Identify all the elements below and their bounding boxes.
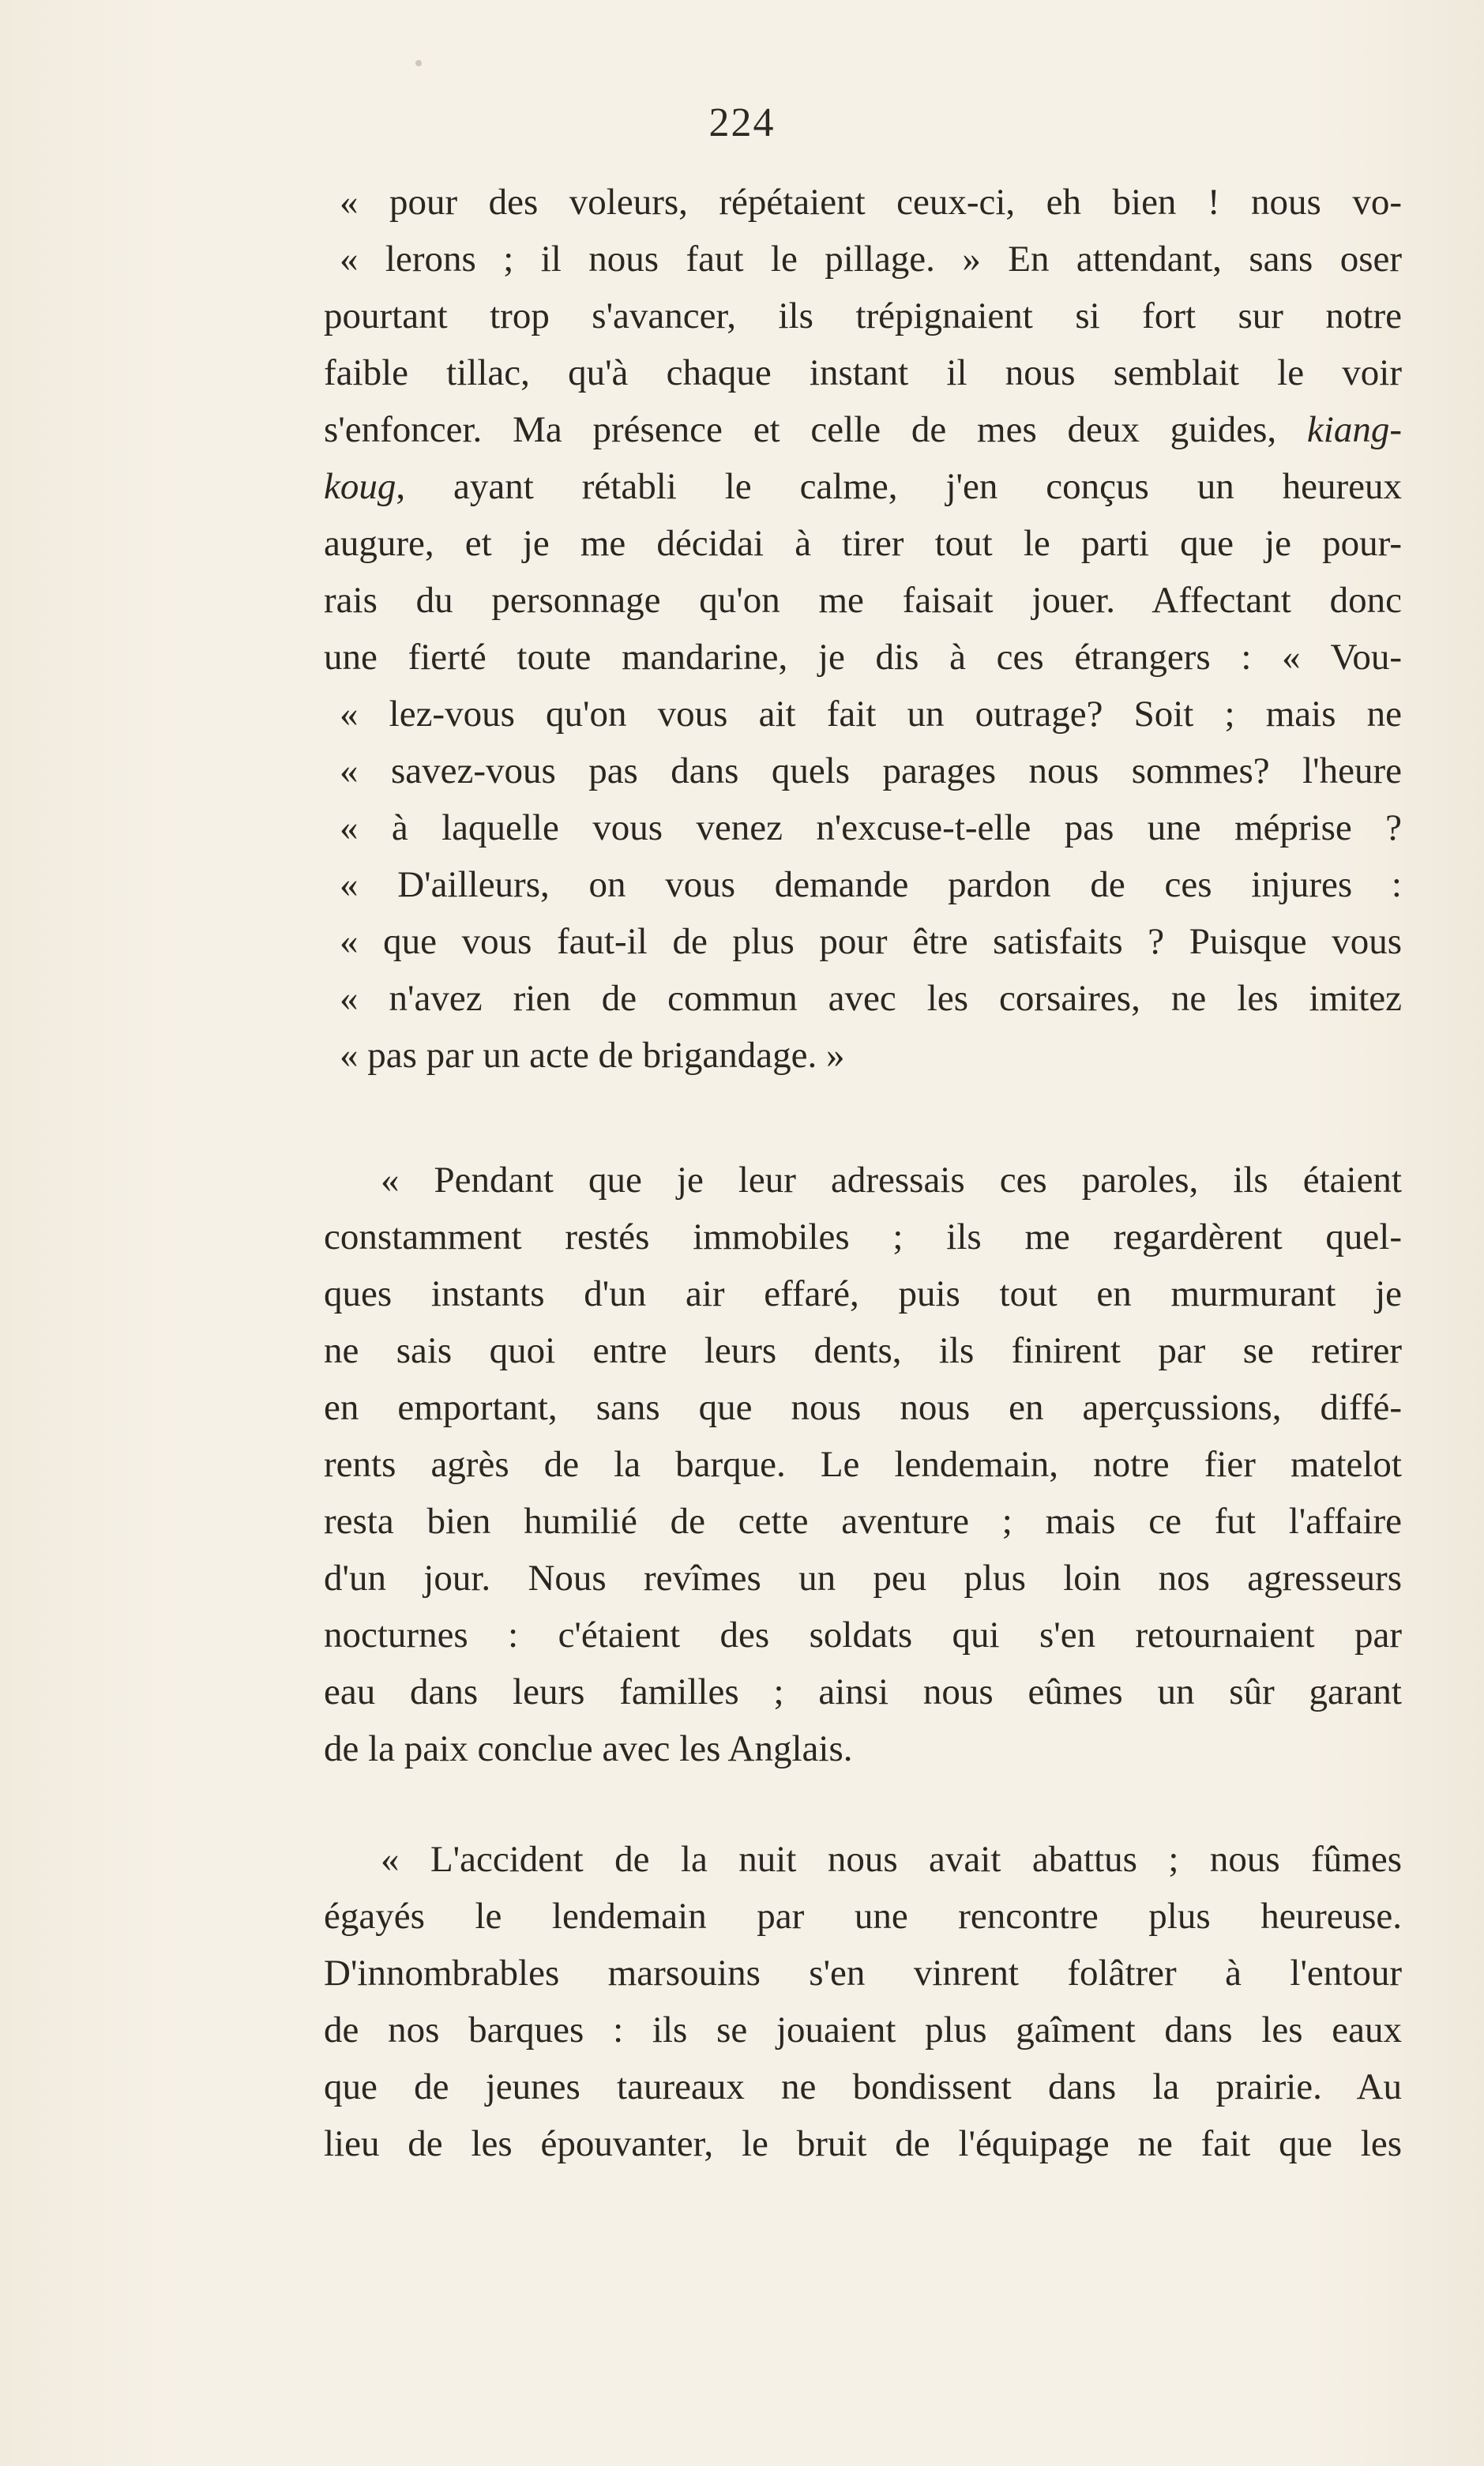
text-segment: s'enfoncer. Ma présence et celle de mes deux guides,	[324, 409, 1277, 450]
text-line: de nos barques : ils se jouaient plus gaîment dans les eaux	[324, 2009, 1402, 2051]
page-number: 224	[708, 100, 776, 145]
text-line: ques instants d'un air effaré, puis tout en murmurant je	[324, 1273, 1402, 1314]
text-line: « pas par un acte de brigandage. »	[340, 1035, 845, 1076]
text-line: que de jeunes taureaux ne bondissent dans la prairie. Au	[324, 2066, 1402, 2107]
text-line: faible tillac, qu'à chaque instant il nous semblait le voir	[324, 352, 1402, 393]
text-line: nocturnes : c'étaient des soldats qui s'en retournaient par	[324, 1615, 1402, 1656]
text-line: « n'avez rien de commun avec les corsaires, ne les imitez	[340, 978, 1402, 1019]
text-line: ne sais quoi entre leurs dents, ils finirent par se retirer	[324, 1330, 1402, 1371]
italic-term-continuation: koug	[324, 466, 396, 507]
italic-term: kiang-	[1306, 409, 1402, 450]
paper-speck	[415, 60, 422, 66]
text-line: « pour des voleurs, répétaient ceux-ci, eh bien ! nous vo-	[340, 182, 1402, 223]
text-line: « L'accident de la nuit nous avait abattus ; nous fûmes	[381, 1839, 1402, 1880]
text-line: « D'ailleurs, on vous demande pardon de ces injures :	[340, 864, 1402, 905]
text-line: « lerons ; il nous faut le pillage. » En attendant, sans oser	[340, 239, 1402, 280]
text-line: « Pendant que je leur adressais ces paroles, ils étaient	[381, 1160, 1402, 1201]
text-line: une fierté toute mandarine, je dis à ces étrangers : « Vou-	[324, 637, 1402, 678]
text-line: augure, et je me décidai à tirer tout le parti que je pour-	[324, 523, 1402, 564]
text-line: rents agrès de la barque. Le lendemain, notre fier matelot	[324, 1444, 1402, 1485]
text-line: constamment restés immobiles ; ils me regardèrent quel-	[324, 1216, 1402, 1257]
text-line: rais du personnage qu'on me faisait jouer. Affectant donc	[324, 580, 1402, 621]
text-line: pourtant trop s'avancer, ils trépignaient si fort sur notre	[324, 295, 1402, 336]
text-line: resta bien humilié de cette aventure ; mais ce fut l'affaire	[324, 1501, 1402, 1542]
text-line-with-italic	[324, 406, 1402, 453]
text-line: d'un jour. Nous revîmes un peu plus loin nos agresseurs	[324, 1558, 1402, 1599]
text-segment: , ayant rétabli le calme, j'en conçus un heureux	[396, 466, 1402, 507]
text-line: « lez-vous qu'on vous ait fait un outrage? Soit ; mais ne	[340, 694, 1402, 735]
text-line: égayés le lendemain par une rencontre plus heureuse.	[324, 1896, 1402, 1937]
text-line	[324, 463, 1402, 510]
text-line: lieu de les épouvanter, le bruit de l'équipage ne fait que les	[324, 2123, 1402, 2164]
text-line: eau dans leurs familles ; ainsi nous eûmes un sûr garant	[324, 1671, 1402, 1712]
text-line: de la paix conclue avec les Anglais.	[324, 1728, 853, 1769]
text-line: D'innombrables marsouins s'en vinrent folâtrer à l'entour	[324, 1953, 1402, 1994]
text-line: « savez-vous pas dans quels parages nous sommes? l'heure	[340, 750, 1402, 791]
text-line: « que vous faut-il de plus pour être satisfaits ? Puisque vous	[340, 921, 1402, 962]
text-line: en emportant, sans que nous nous en aperçussions, diffé-	[324, 1387, 1402, 1428]
text-line: « à laquelle vous venez n'excuse-t-elle pas une méprise ?	[340, 807, 1402, 848]
